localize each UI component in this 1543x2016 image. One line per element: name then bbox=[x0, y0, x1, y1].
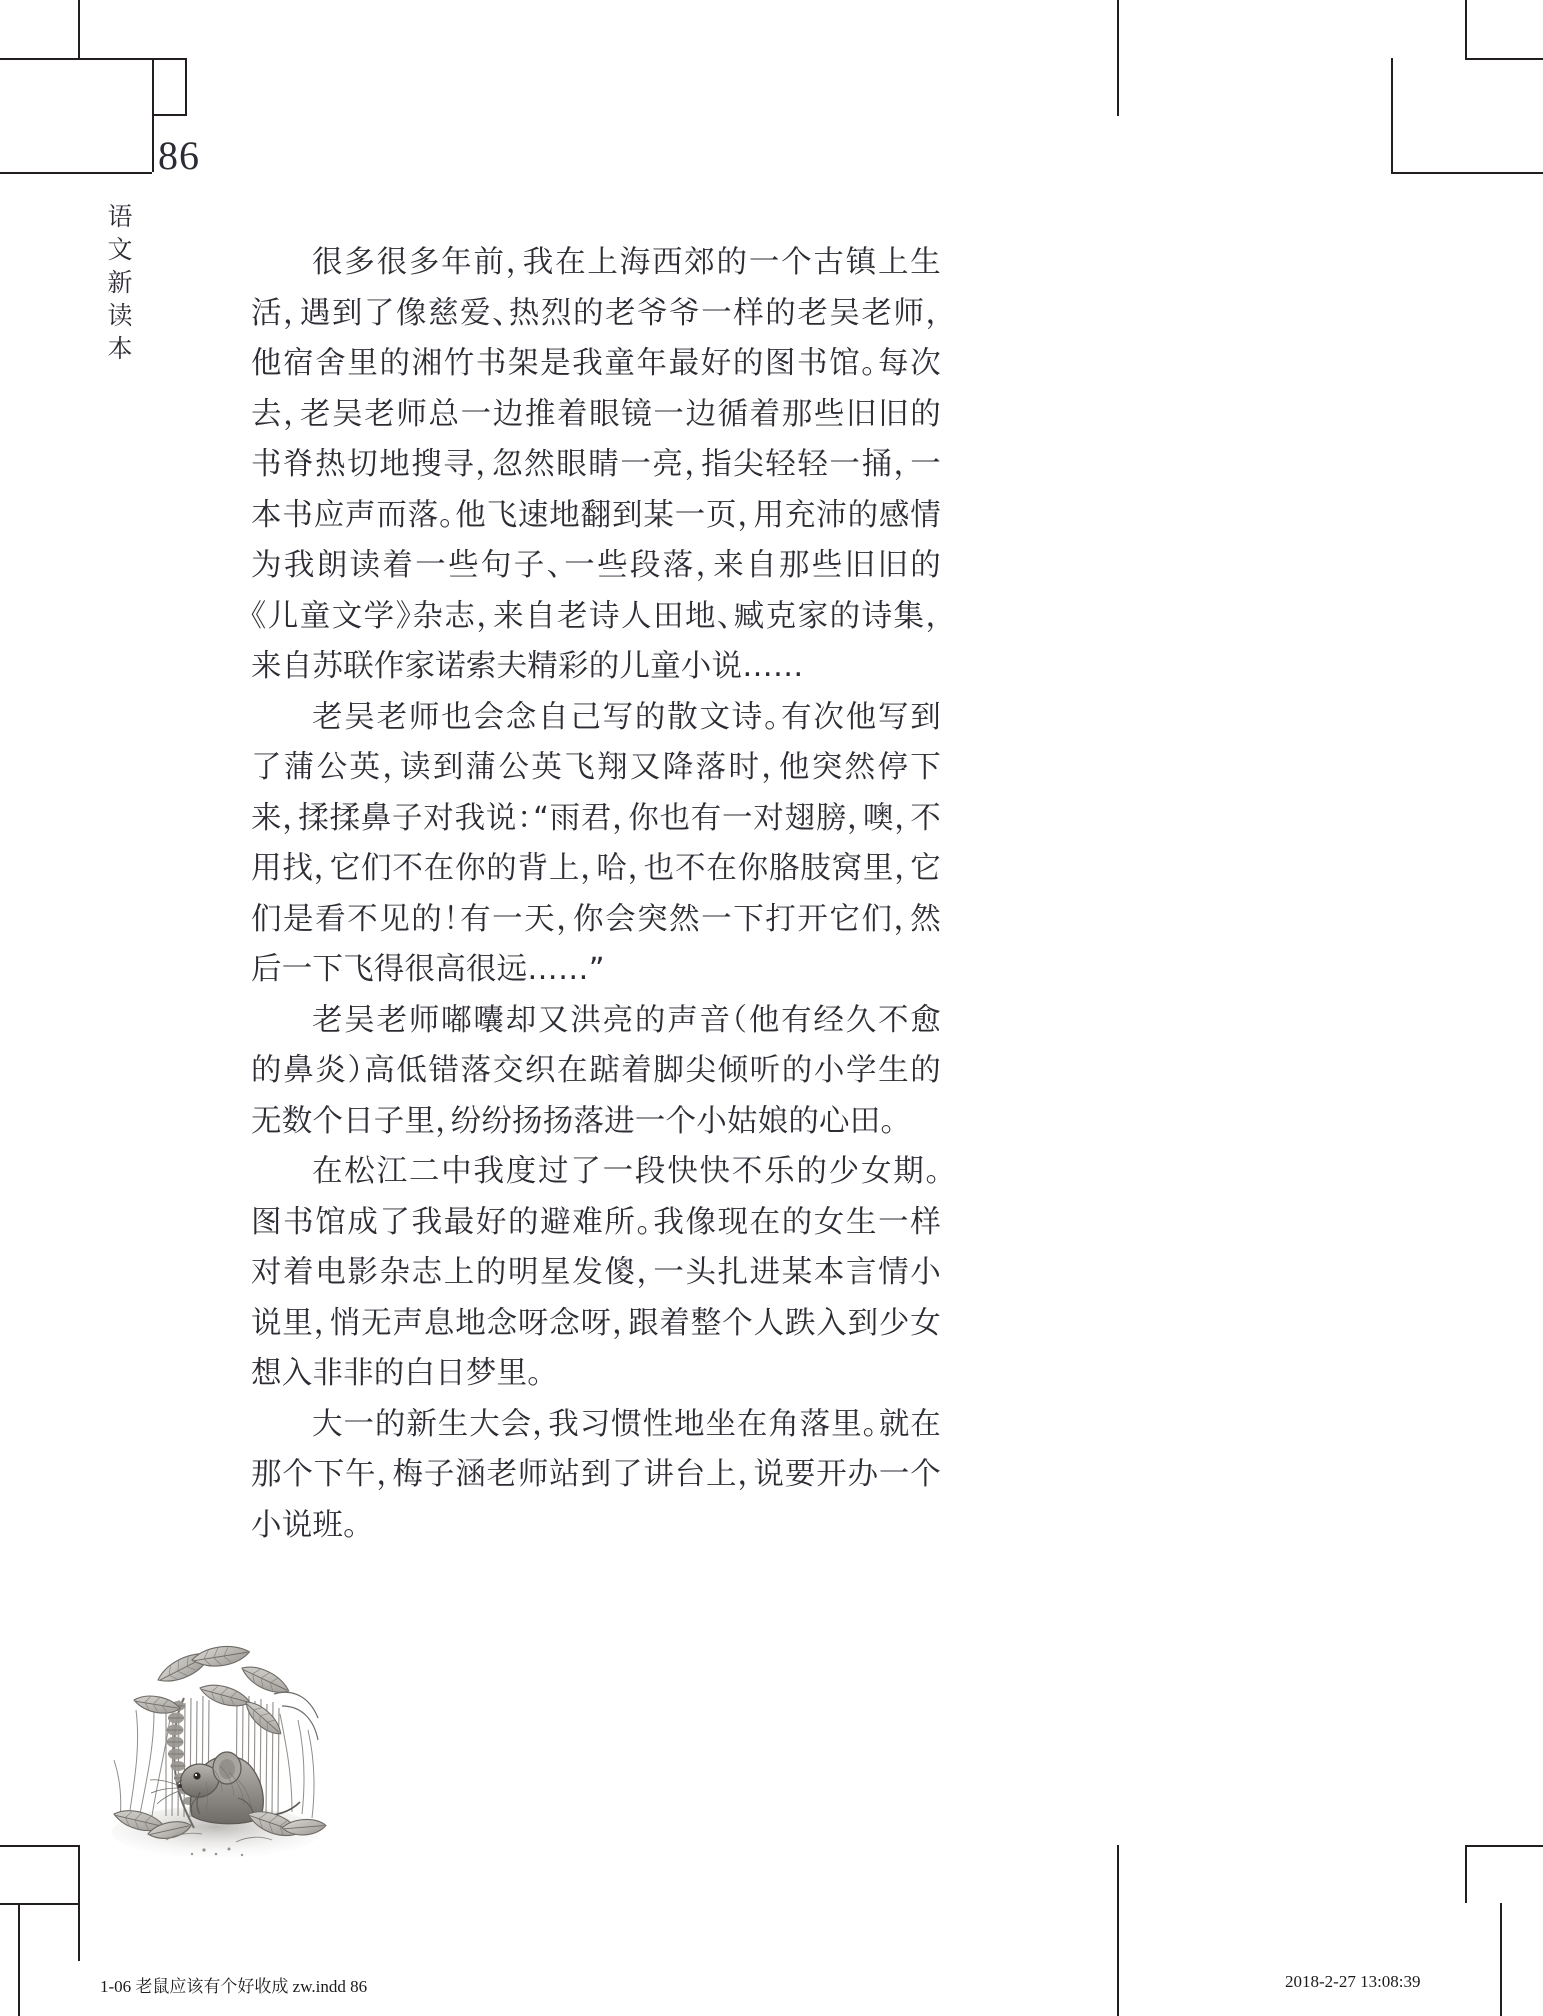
crop-mark-top-left bbox=[185, 58, 187, 116]
running-head-char: 本 bbox=[107, 334, 133, 363]
crop-mark-bottom-left bbox=[78, 1845, 80, 1903]
crop-mark-top-center bbox=[1117, 58, 1119, 116]
page-number: 86 bbox=[158, 133, 200, 178]
crop-mark-top-right bbox=[1465, 0, 1467, 58]
crop-mark-bottom-right bbox=[1500, 1903, 1502, 2016]
crop-mark-bottom-left bbox=[18, 1903, 20, 2016]
crop-mark-bottom-left bbox=[0, 1845, 78, 1847]
body-paragraph: 大一的新生大会，我习惯性地坐在角落里。就在那个下午，梅子涵老师站到了讲台上，说要开办一个小说班。 bbox=[251, 1406, 941, 1543]
running-head-char: 语 bbox=[107, 202, 133, 231]
running-head-char: 新 bbox=[107, 268, 133, 297]
crop-mark-top-left bbox=[0, 172, 152, 174]
crop-mark-bottom-right bbox=[1465, 1845, 1467, 1903]
crop-mark-top-left bbox=[78, 58, 152, 60]
crop-mark-bottom-left bbox=[78, 1903, 80, 1961]
body-paragraph: 老吴老师也会念自己写的散文诗。有次他写到了蒲公英，读到蒲公英飞翔又降落时，他突然停下来，揉揉鼻子对我说：“雨君，你也有一对翅膀，噢，不用找，它们不在你的背上，哈，也不在你胳肢窝里，它们是看不见的！有一天，你会突然一下打开它们，然后一下飞得很高很远……” bbox=[251, 699, 941, 987]
crop-mark-top-right bbox=[1391, 58, 1393, 172]
body-text-column bbox=[251, 238, 941, 1551]
crop-mark-top-left bbox=[78, 0, 80, 58]
crop-mark-top-right bbox=[1465, 58, 1543, 60]
body-paragraph: 很多很多年前，我在上海西郊的一个古镇上生活，遇到了像慈爱、热烈的老爷爷一样的老吴老师，他宿舍里的湘竹书架是我童年最好的图书馆。每次去，老吴老师总一边推着眼镜一边循着那些旧旧的书脊热切地搜寻，忽然眼睛一亮，指尖轻轻一捅，一本书应声而落。他飞速地翻到某一页，用充沛的感情为我朗读着一些句子、一些段落，来自那些旧旧的《儿童文学》杂志，来自老诗人田地、臧克家的诗集，来自苏联作家诺索夫精彩的儿童小说…… bbox=[251, 245, 941, 684]
mouse-in-grass-illustration bbox=[96, 1602, 334, 1864]
crop-mark-bottom-right bbox=[1465, 1845, 1543, 1847]
running-head-char: 文 bbox=[107, 235, 133, 264]
body-paragraph: 老吴老师嘟囔却又洪亮的声音（他有经久不愈的鼻炎）高低错落交织在踮着脚尖倾听的小学生的无数个日子里，纷纷扬扬落进一个小姑娘的心田。 bbox=[251, 1002, 941, 1139]
crop-mark-top-left bbox=[152, 58, 185, 60]
running-head bbox=[103, 200, 137, 365]
footer-timestamp: 2018-2-27 13:08:39 bbox=[1285, 1972, 1421, 1991]
footer-file-slug: 1-06 老鼠应该有个好收成 zw.indd 86 bbox=[100, 1977, 368, 1996]
running-head-char: 读 bbox=[107, 301, 133, 330]
crop-mark-top-left bbox=[0, 58, 78, 60]
crop-mark-bottom-center bbox=[1117, 1845, 1119, 1903]
crop-mark-top-right bbox=[1391, 172, 1543, 174]
crop-mark-top-center bbox=[1117, 0, 1119, 58]
crop-mark-bottom-left bbox=[0, 1903, 78, 1905]
crop-mark-bottom-center bbox=[1117, 1903, 1119, 2016]
body-paragraph: 在松江二中我度过了一段快快不乐的少女期。图书馆成了我最好的避难所。我像现在的女生一样对着电影杂志上的明星发傻，一头扎进某本言情小说里，悄无声息地念呀念呀，跟着整个人跌入到少女想入非非的白日梦里。 bbox=[251, 1154, 941, 1391]
crop-mark-top-left bbox=[152, 114, 185, 116]
